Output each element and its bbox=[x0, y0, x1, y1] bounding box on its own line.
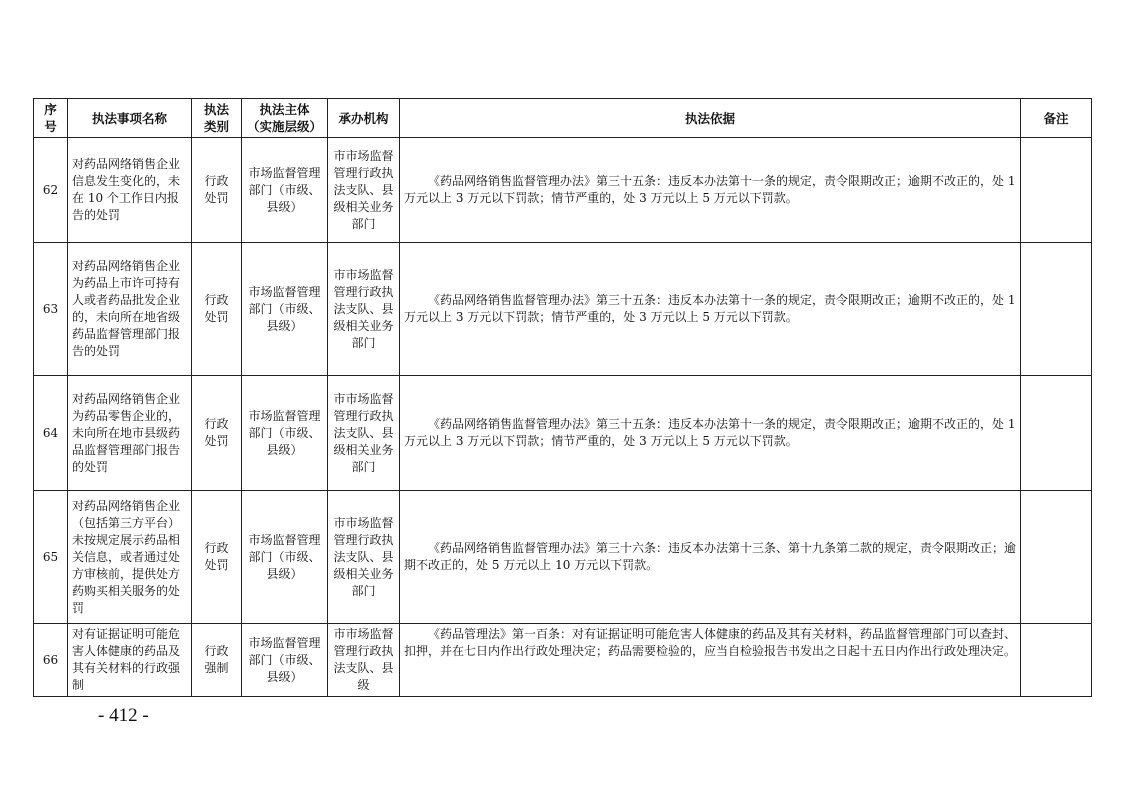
cell-org: 市市场监督管理行政执法支队、县级相关业务部门 bbox=[328, 138, 400, 243]
cell-basis: 《药品网络销售监督管理办法》第三十五条：违反本办法第十一条的规定，责令限期改正；逾期不改正的，处 1 万元以上 3 万元以下罚款；情节严重的，处 3 万元以上 5 万元以下罚款。 bbox=[400, 376, 1021, 491]
cell-basis: 《药品管理法》第一百条：对有证据证明可能危害人体健康的药品及其有关材料，药品监督管理部门可以查封、扣押，并在七日内作出行政处理决定；药品需要检验的，应当自检验报告书发出之日起十五日内作出行政处理决定。 bbox=[400, 624, 1021, 697]
cell-item-name: 对药品网络销售企业为药品零售企业的，未向所在地市县级药品监督管理部门报告的处罚 bbox=[68, 376, 192, 491]
cell-item-name: 对药品网络销售企业信息发生变化的，未在 10 个工作日内报告的处罚 bbox=[68, 138, 192, 243]
cell-note bbox=[1021, 376, 1092, 491]
cell-subject: 市场监督管理部门（市级、县级） bbox=[242, 376, 328, 491]
cell-note bbox=[1021, 243, 1092, 376]
cell-subject: 市场监督管理部门（市级、县级） bbox=[242, 491, 328, 624]
cell-no: 65 bbox=[34, 491, 68, 624]
table-header bbox=[34, 99, 1092, 138]
table-row bbox=[34, 243, 1092, 376]
page-number: - 412 - bbox=[98, 705, 149, 726]
table-row bbox=[34, 376, 1092, 491]
header-subject: 执法主体 （实施层级） bbox=[242, 99, 328, 138]
cell-basis: 《药品网络销售监督管理办法》第三十五条：违反本办法第十一条的规定，责令限期改正；逾期不改正的，处 1 万元以上 3 万元以下罚款；情节严重的，处 3 万元以上 5 万元以下罚款。 bbox=[400, 243, 1021, 376]
cell-org: 市市场监督管理行政执法支队、县级相关业务部门 bbox=[328, 376, 400, 491]
cell-no: 63 bbox=[34, 243, 68, 376]
cell-org: 市市场监督管理行政执法支队、县级 bbox=[328, 624, 400, 697]
cell-subject: 市场监督管理部门（市级、县级） bbox=[242, 624, 328, 697]
cell-no: 62 bbox=[34, 138, 68, 243]
header-name: 执法事项名称 bbox=[68, 99, 192, 138]
header-no: 序 号 bbox=[34, 99, 68, 138]
cell-subject: 市场监督管理部门（市级、县级） bbox=[242, 243, 328, 376]
table-row bbox=[34, 624, 1092, 697]
cell-note bbox=[1021, 138, 1092, 243]
enforcement-items-table bbox=[33, 98, 1092, 697]
cell-category: 行政 处罚 bbox=[192, 243, 242, 376]
header-category: 执法 类别 bbox=[192, 99, 242, 138]
cell-subject: 市场监督管理部门（市级、县级） bbox=[242, 138, 328, 243]
table-row bbox=[34, 491, 1092, 624]
cell-note bbox=[1021, 624, 1092, 697]
header-basis: 执法依据 bbox=[400, 99, 1021, 138]
cell-org: 市市场监督管理行政执法支队、县级相关业务部门 bbox=[328, 491, 400, 624]
cell-basis: 《药品网络销售监督管理办法》第三十五条：违反本办法第十一条的规定，责令限期改正；逾期不改正的，处 1 万元以上 3 万元以下罚款；情节严重的，处 3 万元以上 5 万元以下罚款。 bbox=[400, 138, 1021, 243]
table-row bbox=[34, 138, 1092, 243]
header-note: 备注 bbox=[1021, 99, 1092, 138]
cell-note bbox=[1021, 491, 1092, 624]
cell-no: 66 bbox=[34, 624, 68, 697]
cell-category: 行政 处罚 bbox=[192, 491, 242, 624]
cell-no: 64 bbox=[34, 376, 68, 491]
cell-org: 市市场监督管理行政执法支队、县级相关业务部门 bbox=[328, 243, 400, 376]
cell-category: 行政 强制 bbox=[192, 624, 242, 697]
header-org: 承办机构 bbox=[328, 99, 400, 138]
cell-item-name: 对有证据证明可能危害人体健康的药品及其有关材料的行政强制 bbox=[68, 624, 192, 697]
cell-category: 行政 处罚 bbox=[192, 138, 242, 243]
cell-basis: 《药品网络销售监督管理办法》第三十六条：违反本办法第十三条、第十九条第二款的规定，责令限期改正；逾期不改正的，处 5 万元以上 10 万元以下罚款。 bbox=[400, 491, 1021, 624]
cell-item-name: 对药品网络销售企业（包括第三方平台）未按规定展示药品相关信息，或者通过处方审核前，提供处方药购买相关服务的处罚 bbox=[68, 491, 192, 624]
table-body bbox=[34, 138, 1092, 697]
cell-item-name: 对药品网络销售企业为药品上市许可持有人或者药品批发企业的，未向所在地省级药品监督管理部门报告的处罚 bbox=[68, 243, 192, 376]
header-row bbox=[34, 99, 1092, 138]
cell-category: 行政 处罚 bbox=[192, 376, 242, 491]
